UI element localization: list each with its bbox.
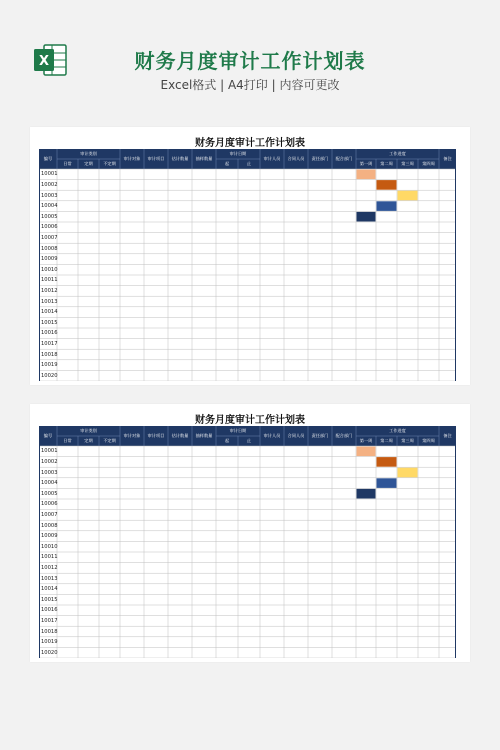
group-header: 审计类别 [80, 427, 97, 433]
row-id: 10013 [41, 575, 58, 582]
excel-logo-letter: X [38, 54, 50, 69]
row-id: 10011 [41, 554, 58, 561]
column-header: 抽样数量 [195, 432, 213, 438]
row-id: 10009 [41, 533, 58, 540]
table-grid-svg [39, 149, 456, 381]
row-id: 10005 [41, 490, 58, 497]
column-header: 责任部门 [311, 432, 329, 438]
row-id: 10016 [41, 607, 58, 614]
sheet-title: 财务月度审计工作计划表 [195, 415, 305, 426]
column-header: 日常 [63, 437, 72, 443]
row-id: 10002 [41, 181, 58, 188]
row-id: 10007 [41, 511, 58, 518]
column-header: 估计数量 [171, 432, 189, 438]
row-id: 10012 [41, 287, 58, 294]
row-id: 10003 [41, 192, 58, 199]
row-id: 10001 [41, 171, 58, 178]
column-header: 备注 [443, 432, 452, 438]
sheet-preview-1 [30, 127, 470, 385]
group-header: 审计类别 [80, 150, 97, 156]
row-id: 10020 [41, 372, 58, 379]
group-header: 工作进度 [389, 150, 406, 156]
page-header [0, 0, 500, 118]
row-id: 10018 [41, 628, 58, 635]
gantt-progress-cell [357, 489, 376, 499]
group-header: 审计日期 [229, 150, 247, 156]
row-id: 10005 [41, 213, 58, 220]
column-header: 起 [224, 437, 230, 443]
column-header: 止 [246, 160, 252, 166]
column-header: 审计对象 [123, 432, 141, 438]
row-id: 10010 [41, 266, 58, 273]
gantt-progress-cell [377, 478, 397, 488]
column-header: 起 [224, 160, 230, 166]
row-id: 10001 [41, 448, 58, 455]
column-header: 不定期 [103, 160, 116, 166]
column-header: 定期 [84, 437, 93, 443]
gantt-progress-cell [398, 191, 418, 201]
row-id: 10020 [41, 649, 58, 656]
group-header: 审计日期 [229, 427, 247, 433]
row-id: 10004 [41, 203, 58, 210]
row-id: 10012 [41, 564, 58, 571]
row-id: 10010 [41, 543, 58, 550]
gantt-progress-cell [357, 447, 376, 457]
column-header: 不定期 [103, 437, 116, 443]
column-header: 审计对象 [123, 155, 141, 161]
row-id: 10007 [41, 234, 58, 241]
column-header: 抽样数量 [195, 155, 213, 161]
row-id: 10015 [41, 319, 58, 326]
group-header: 工作进度 [389, 427, 406, 433]
column-header: 配合部门 [335, 155, 353, 161]
row-id: 10019 [41, 362, 58, 369]
row-id: 10014 [41, 309, 58, 316]
table-grid-svg [39, 426, 456, 658]
column-header: 第四周 [422, 437, 435, 443]
sheet-grid [39, 149, 461, 383]
column-header: 审计人员 [263, 432, 281, 438]
row-id: 10006 [41, 501, 58, 508]
column-header: 合同人员 [287, 432, 305, 438]
row-id: 10018 [41, 351, 58, 358]
row-id: 10014 [41, 586, 58, 593]
sheet-grid [39, 426, 461, 660]
gantt-progress-cell [377, 457, 397, 467]
sheet-title: 财务月度审计工作计划表 [195, 138, 305, 149]
row-id: 10002 [41, 458, 58, 465]
gantt-progress-cell [377, 180, 397, 190]
gantt-progress-cell [377, 201, 397, 211]
column-header: 第三周 [401, 437, 414, 443]
row-id: 10008 [41, 522, 58, 529]
row-id: 10011 [41, 277, 58, 284]
column-header: 编号 [43, 432, 53, 438]
gantt-progress-cell [357, 212, 376, 222]
column-header: 责任部门 [311, 155, 329, 161]
row-id: 10009 [41, 256, 58, 263]
page-title: 财务月度审计工作计划表 [134, 49, 366, 73]
page-subtitle: Excel格式 | A4打印 | 内容可更改 [160, 78, 340, 92]
row-id: 10013 [41, 298, 58, 305]
column-header: 日常 [63, 160, 72, 166]
row-id: 10016 [41, 330, 58, 337]
column-header: 第四周 [422, 160, 435, 166]
column-header: 审计项目 [147, 432, 165, 438]
sheet-preview-2 [30, 404, 470, 662]
column-header: 止 [246, 437, 252, 443]
row-id: 10017 [41, 617, 58, 624]
column-header: 审计项目 [147, 155, 165, 161]
column-header: 编号 [43, 155, 53, 161]
row-id: 10017 [41, 340, 58, 347]
column-header: 估计数量 [171, 155, 189, 161]
column-header: 第二周 [380, 160, 393, 166]
row-id: 10008 [41, 245, 58, 252]
column-header: 定期 [84, 160, 93, 166]
row-id: 10004 [41, 480, 58, 487]
row-id: 10015 [41, 596, 58, 603]
column-header: 第二周 [380, 437, 393, 443]
column-header: 第一周 [359, 437, 373, 443]
column-header: 合同人员 [287, 155, 305, 161]
column-header: 第一周 [359, 160, 373, 166]
gantt-progress-cell [357, 170, 376, 180]
row-id: 10003 [41, 469, 58, 476]
row-id: 10019 [41, 639, 58, 646]
column-header: 第三周 [401, 160, 414, 166]
gantt-progress-cell [398, 468, 418, 478]
row-id: 10006 [41, 224, 58, 231]
column-header: 备注 [443, 155, 452, 161]
column-header: 审计人员 [263, 155, 281, 161]
column-header: 配合部门 [335, 432, 353, 438]
